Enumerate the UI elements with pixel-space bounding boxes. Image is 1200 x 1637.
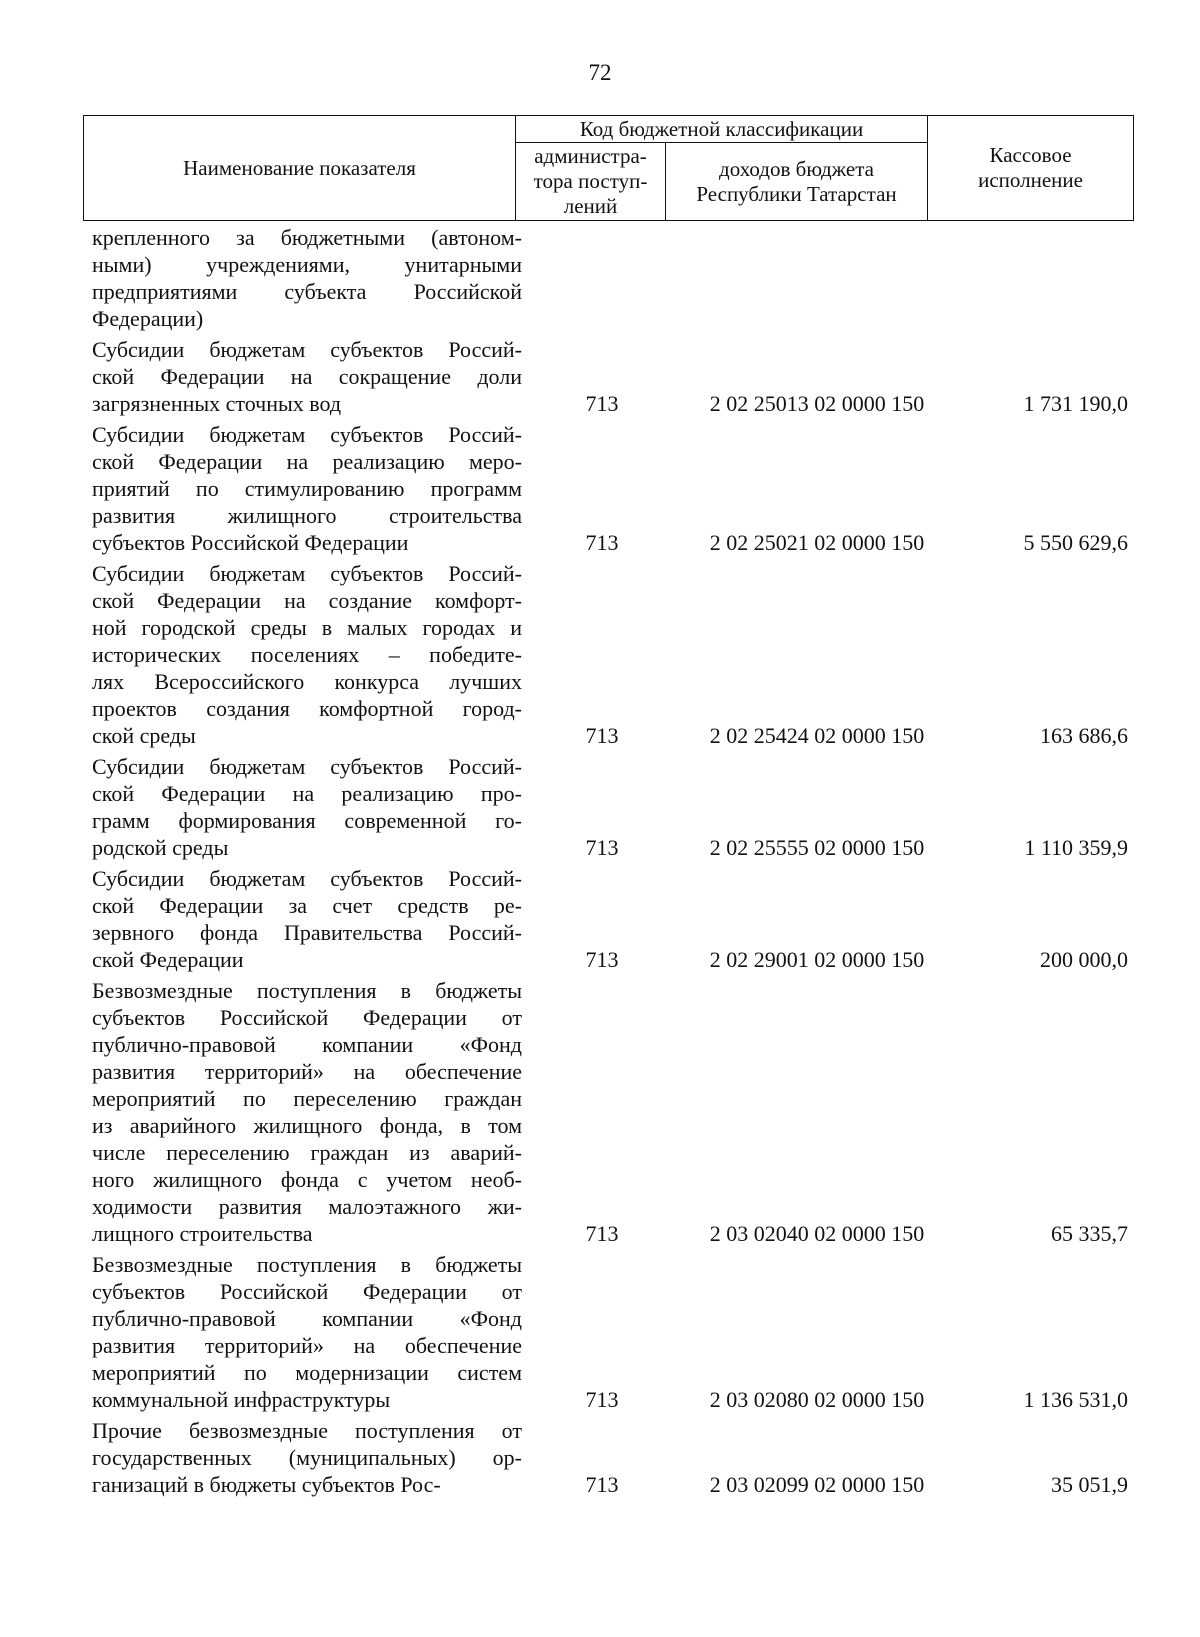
indicator-name-line: ными) учреждениями, унитарными — [92, 252, 522, 277]
indicator-name — [92, 977, 522, 1247]
indicator-name-line: ной городской среды в малых городах и — [92, 615, 522, 640]
indicator-name-line: публично-правовой компании «Фонд — [92, 1306, 522, 1331]
indicator-name-line: ской Федерации на реализацию про- — [92, 781, 522, 806]
cash-execution-amount: 35 051,9 — [1051, 1472, 1128, 1497]
indicator-name-line: Федерации) — [92, 306, 204, 331]
table-row — [92, 421, 1128, 556]
administrator-code: 713 — [585, 947, 619, 972]
administrator-code: 713 — [585, 391, 619, 416]
table-row — [92, 560, 1128, 749]
indicator-name-line: исторических поселениях – победите- — [92, 642, 522, 667]
indicator-name-line: развития жилищного строительства — [92, 503, 522, 528]
table-row — [92, 1417, 1128, 1498]
indicator-name-line: мероприятий по модернизации систем — [92, 1360, 522, 1385]
income-code: 2 02 29001 02 0000 150 — [709, 947, 925, 972]
cash-execution-amount: 163 686,6 — [1040, 723, 1128, 748]
indicator-name — [92, 421, 522, 556]
indicator-name-line: ской Федерации за счет средств ре- — [92, 893, 522, 918]
indicator-name-line: Субсидии бюджетам субъектов Россий- — [92, 422, 522, 447]
indicator-name-line: мероприятий по переселению граждан — [92, 1086, 522, 1111]
indicator-name-line: ской Федерации на создание комфорт- — [92, 588, 522, 613]
cash-execution-amount: 200 000,0 — [1040, 947, 1128, 972]
indicator-name-line: Субсидии бюджетам субъектов Россий- — [92, 866, 522, 891]
column-header-name: Наименование показателя — [84, 116, 516, 221]
indicator-name-line: лях Всероссийского конкурса лучших — [92, 669, 522, 694]
column-header-income-code-line: Республики Татарстан — [696, 181, 897, 206]
column-header-cash-execution — [928, 116, 1134, 221]
indicator-name-line: ской Федерации на реализацию меро- — [92, 449, 522, 474]
indicator-name-line: лищного строительства — [92, 1221, 313, 1246]
indicator-name-line: ганизаций в бюджеты субъектов Рос- — [92, 1472, 441, 1497]
indicator-name-line: грамм формирования современной го- — [92, 808, 522, 833]
indicator-name — [92, 1251, 522, 1413]
indicator-name-line: Прочие безвозмездные поступления от — [92, 1418, 522, 1443]
income-code: 2 02 25424 02 0000 150 — [709, 723, 925, 748]
indicator-name-line: государственных (муниципальных) ор- — [92, 1445, 522, 1470]
indicator-name-line: крепленного за бюджетными (автоном- — [92, 225, 522, 250]
table-row — [92, 1251, 1128, 1413]
indicator-name-line: числе переселению граждан из аварий- — [92, 1140, 522, 1165]
cash-execution-amount: 1 731 190,0 — [1023, 391, 1128, 416]
column-header-income-code-line: доходов бюджета — [719, 156, 874, 181]
cash-execution-amount: 65 335,7 — [1051, 1221, 1128, 1246]
indicator-name-line: приятий по стимулированию программ — [92, 476, 522, 501]
indicator-name-line: развития территорий» на обеспечение — [92, 1059, 522, 1084]
administrator-code: 713 — [585, 530, 619, 555]
administrator-code: 713 — [585, 1472, 619, 1497]
indicator-name-line: ходимости развития малоэтажного жи- — [92, 1194, 522, 1219]
income-code: 2 02 25555 02 0000 150 — [709, 835, 925, 860]
indicator-name-line: Субсидии бюджетам субъектов Россий- — [92, 754, 522, 779]
indicator-name-line: Субсидии бюджетам субъектов Россий- — [92, 337, 522, 362]
administrator-code: 713 — [585, 835, 619, 860]
table-row — [92, 753, 1128, 861]
table-row — [92, 336, 1128, 417]
indicator-name-line: развития территорий» на обеспечение — [92, 1333, 522, 1358]
indicator-name-line: публично-правовой компании «Фонд — [92, 1032, 522, 1057]
table-row — [92, 977, 1128, 1247]
table-header — [83, 115, 1134, 221]
indicator-name-line: субъектов Российской Федерации от — [92, 1005, 522, 1030]
indicator-name-line: субъектов Российской Федерации — [92, 530, 409, 555]
indicator-name — [92, 336, 522, 417]
cash-execution-amount: 1 136 531,0 — [1023, 1387, 1128, 1412]
column-header-cash-execution-line: исполнение — [978, 168, 1083, 192]
column-header-income-code — [666, 143, 928, 221]
column-header-administrator — [516, 143, 666, 221]
indicator-name-line: Субсидии бюджетам субъектов Россий- — [92, 561, 522, 586]
indicator-name — [92, 560, 522, 749]
table-row — [92, 865, 1128, 973]
income-code: 2 03 02040 02 0000 150 — [709, 1221, 925, 1246]
table-body — [92, 224, 1128, 1502]
indicator-name-line: родской среды — [92, 835, 229, 860]
income-code: 2 02 25013 02 0000 150 — [709, 391, 925, 416]
column-header-budget-classification: Код бюджетной классификации — [516, 116, 928, 143]
administrator-code: 713 — [585, 1221, 619, 1246]
income-code: 2 03 02099 02 0000 150 — [709, 1472, 925, 1497]
indicator-name-line: ской среды — [92, 723, 196, 748]
indicator-name-line: Безвозмездные поступления в бюджеты — [92, 1252, 522, 1277]
cash-execution-amount: 5 550 629,6 — [1023, 530, 1128, 555]
indicator-name-line: ской Федерации — [92, 947, 244, 972]
administrator-code: 713 — [585, 1387, 619, 1412]
indicator-name-line: ской Федерации на сокращение доли — [92, 364, 522, 389]
indicator-name — [92, 224, 522, 332]
indicator-name-line: предприятиями субъекта Российской — [92, 279, 522, 304]
indicator-name-line: Безвозмездные поступления в бюджеты — [92, 978, 522, 1003]
indicator-name-line: ного жилищного фонда с учетом необ- — [92, 1167, 522, 1192]
indicator-name-line: коммунальной инфраструктуры — [92, 1387, 391, 1412]
income-code: 2 03 02080 02 0000 150 — [709, 1387, 925, 1412]
indicator-name-line: зервного фонда Правительства Россий- — [92, 920, 522, 945]
indicator-name — [92, 1417, 522, 1498]
indicator-name-line: проектов создания комфортной город- — [92, 696, 522, 721]
income-code: 2 02 25021 02 0000 150 — [709, 530, 925, 555]
cash-execution-amount: 1 110 359,9 — [1024, 835, 1128, 860]
column-header-administrator-line: лений — [563, 194, 618, 218]
column-header-administrator-line: администра- — [534, 144, 647, 168]
indicator-name — [92, 753, 522, 861]
page-number: 72 — [588, 60, 612, 85]
indicator-name — [92, 865, 522, 973]
table-row — [92, 224, 1128, 332]
administrator-code: 713 — [585, 723, 619, 748]
indicator-name-line: загрязненных сточных вод — [92, 391, 342, 416]
indicator-name-line: субъектов Российской Федерации от — [92, 1279, 522, 1304]
indicator-name-line: из аварийного жилищного фонда, в том — [92, 1113, 522, 1138]
column-header-administrator-line: тора поступ- — [533, 169, 648, 193]
column-header-cash-execution-line: Кассовое — [989, 143, 1072, 167]
